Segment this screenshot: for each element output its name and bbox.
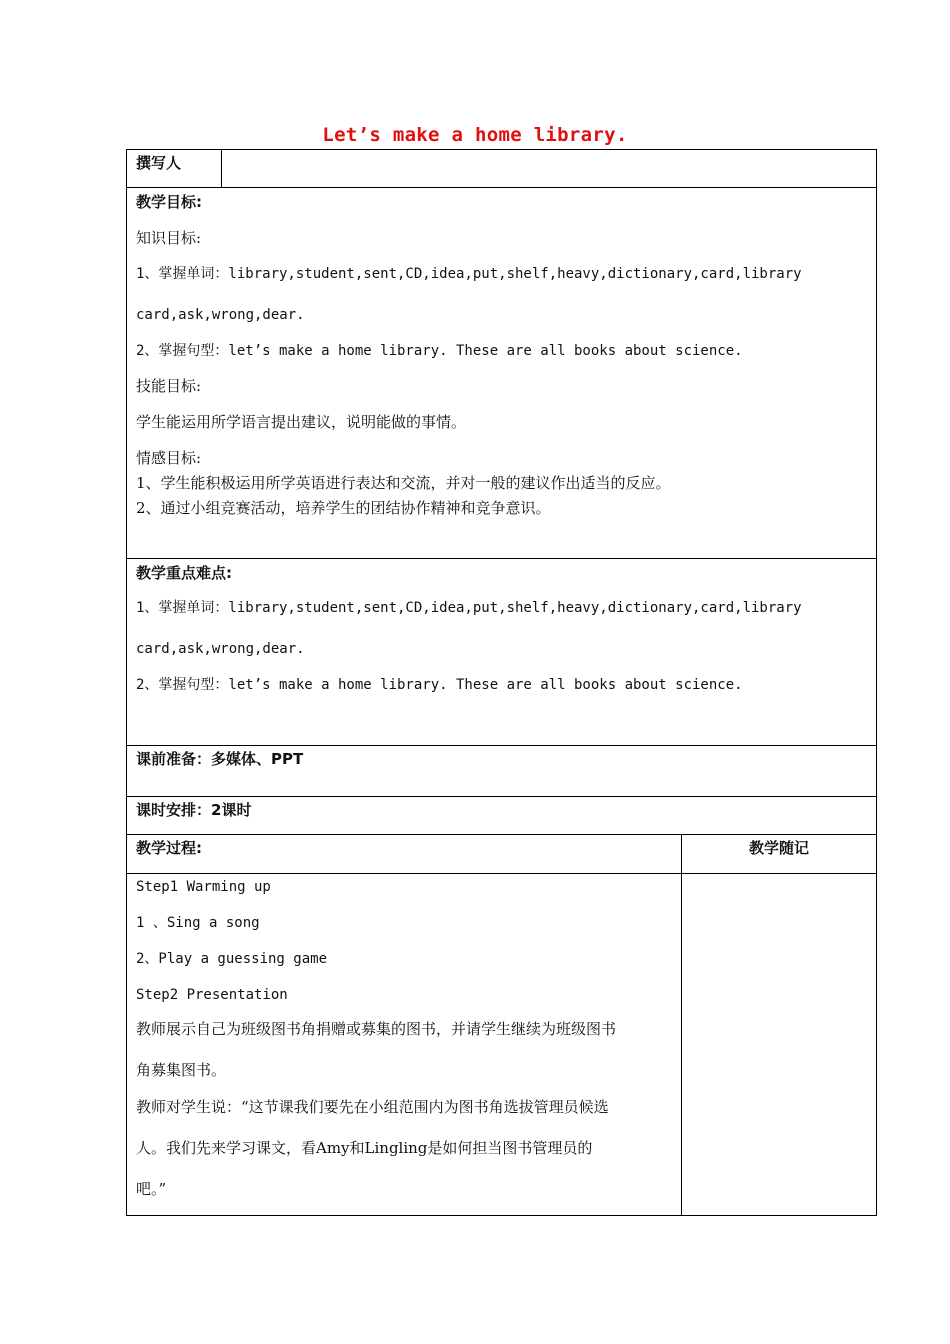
process-line: 1 、Sing a song	[136, 915, 260, 931]
skill-heading: 技能目标:	[136, 377, 202, 395]
author-label-cell	[126, 149, 222, 188]
process-line: 2、Play a guessing game	[136, 951, 328, 967]
key-points-line-1a: 1、掌握单词：library,student,sent,CD,idea,put,shelf,heavy,dictionary,card,library	[136, 600, 802, 616]
key-points-section	[126, 558, 877, 746]
author-label: 撰写人	[136, 154, 182, 172]
knowledge-heading: 知识目标:	[136, 229, 202, 247]
key-points-heading: 教学重点难点:	[136, 564, 232, 582]
emotion-line-2: 2、通过小组竞赛活动，培养学生的团结协作精神和竞争意识。	[136, 499, 551, 517]
process-line: 人。我们先来学习课文，看Amy和Lingling是如何担当图书管理员的	[136, 1139, 593, 1157]
schedule-section	[126, 796, 877, 835]
process-line: Step1 Warming up	[136, 879, 271, 895]
preparation-text: 课前准备：多媒体、PPT	[136, 750, 304, 768]
notes-heading: 教学随记	[748, 839, 809, 857]
preparation-section	[126, 745, 877, 797]
knowledge-line-1a: 1、掌握单词：library,student,sent,CD,idea,put,shelf,heavy,dictionary,card,library	[136, 266, 802, 282]
objectives-section	[126, 187, 877, 559]
schedule-text: 课时安排：2课时	[136, 801, 252, 819]
process-heading-cell	[126, 834, 682, 874]
process-line: 吧。”	[136, 1180, 167, 1198]
emotion-line-1: 1、学生能积极运用所学英语进行表达和交流，并对一般的建议作出适当的反应。	[136, 474, 671, 492]
objectives-heading: 教学目标:	[136, 193, 202, 211]
document-title: Let’s make a home library.	[322, 124, 628, 146]
process-line: Step2 Presentation	[136, 987, 288, 1003]
key-points-line-2: 2、掌握句型：let’s make a home library. These are all books about science.	[136, 677, 743, 693]
skill-line-1: 学生能运用所学语言提出建议，说明能做的事情。	[136, 413, 467, 431]
key-points-line-1b: card,ask,wrong,dear.	[136, 641, 305, 657]
process-line: 角募集图书。	[136, 1061, 227, 1079]
notes-heading-cell	[681, 834, 877, 874]
knowledge-line-1b: card,ask,wrong,dear.	[136, 307, 305, 323]
process-body-cell	[126, 873, 682, 1216]
process-line: 教师对学生说：“这节课我们要先在小组范围内为图书角选拔管理员候选	[136, 1098, 609, 1116]
process-line: 教师展示自己为班级图书角捐赠或募集的图书，并请学生继续为班级图书	[136, 1020, 617, 1038]
emotion-heading: 情感目标:	[136, 449, 202, 467]
process-heading: 教学过程:	[136, 839, 202, 857]
notes-body-cell	[681, 873, 877, 1216]
knowledge-line-2: 2、掌握句型：let’s make a home library. These are all books about science.	[136, 343, 743, 359]
author-value-cell	[221, 149, 877, 188]
